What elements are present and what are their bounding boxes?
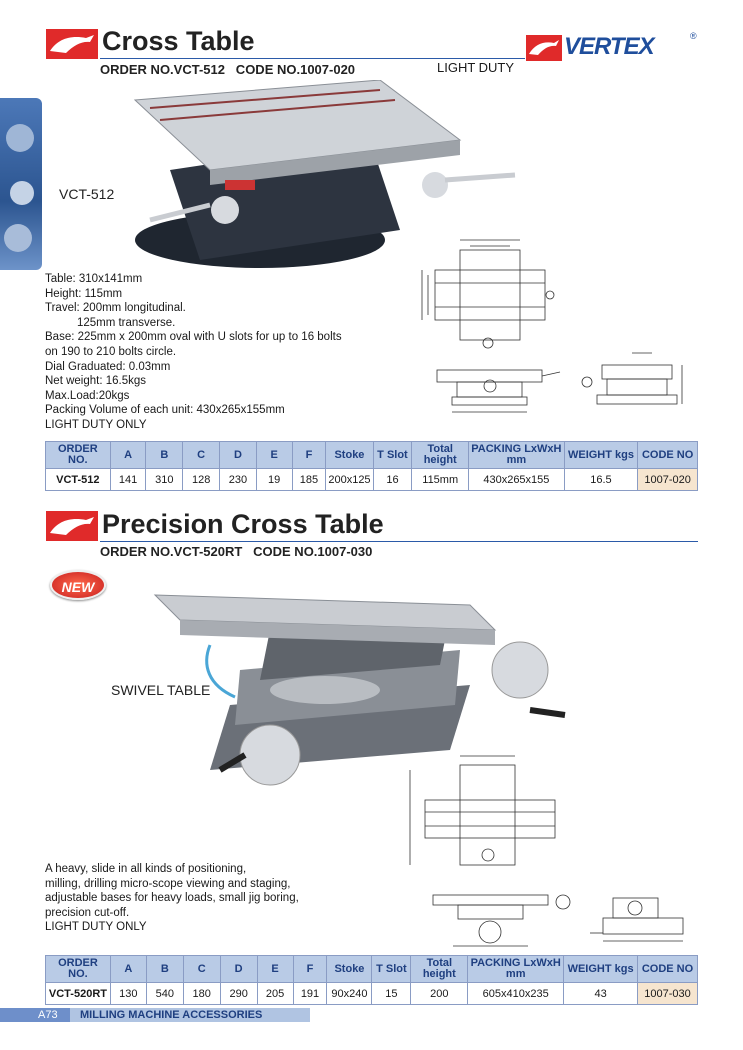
cell-stoke: 90x240 <box>327 983 372 1005</box>
section2-title: Precision Cross Table <box>102 509 384 539</box>
section1-duty-tag: LIGHT DUTY <box>437 60 515 75</box>
spec-line: A heavy, slide in all kinds of positioning, <box>45 863 247 875</box>
cell-total-height: 200 <box>411 983 468 1005</box>
table-header-row <box>46 442 698 469</box>
side-photo-strip <box>0 98 42 270</box>
th-e: E <box>256 442 292 469</box>
cell-packing: 605x410x235 <box>468 983 564 1005</box>
th-order-no: ORDER NO. <box>46 442 111 469</box>
registered-mark: ® <box>690 31 697 41</box>
cell-weight: 16.5 <box>564 469 638 491</box>
th-code-no: CODE NO <box>638 956 698 983</box>
new-badge: NEW <box>50 570 106 600</box>
th-packing: PACKING LxWxH mm <box>469 442 565 469</box>
th-f: F <box>292 442 326 469</box>
th-weight: WEIGHT kgs <box>564 956 638 983</box>
cell-c: 180 <box>183 983 220 1005</box>
th-weight: WEIGHT kgs <box>564 442 638 469</box>
swivel-table-label: SWIVEL TABLE <box>111 682 211 698</box>
spec-line: Table: 310x141mm <box>45 273 143 285</box>
section2-spec-table <box>45 955 698 1005</box>
spec-line: Base: 225mm x 200mm oval with U slots for up to 16 bolts <box>45 331 342 344</box>
cell-order-no: VCT-520RT <box>46 983 111 1005</box>
cell-f: 185 <box>292 469 326 491</box>
table-header-row <box>46 956 698 983</box>
cell-total-height: 115mm <box>412 469 469 491</box>
th-stoke: Stoke <box>326 442 373 469</box>
section2-specs <box>45 862 299 935</box>
spec-line: LIGHT DUTY ONLY <box>45 418 147 431</box>
cell-code-no: 1007-020 <box>638 469 698 491</box>
th-order-no: ORDER NO. <box>46 956 111 983</box>
spec-line: LIGHT DUTY ONLY <box>45 921 147 934</box>
th-packing: PACKING LxWxH mm <box>468 956 564 983</box>
brand-bird-logo-2 <box>46 511 98 541</box>
cross-table-drawing-front <box>432 362 562 417</box>
th-f: F <box>293 956 327 983</box>
spec-line: on 190 to 210 bolts circle. <box>45 345 177 358</box>
cell-a: 130 <box>110 983 146 1005</box>
spec-line: Height: 115mm <box>45 287 123 300</box>
spec-line: 125mm transverse. <box>45 316 176 329</box>
cell-packing: 430x265x155 <box>469 469 565 491</box>
cell-d: 290 <box>220 983 257 1005</box>
cell-code-no: 1007-030 <box>638 983 698 1005</box>
cell-f: 191 <box>293 983 327 1005</box>
th-total-height: Total height <box>411 956 468 983</box>
th-tslot: T Slot <box>372 956 411 983</box>
cell-b: 540 <box>146 983 183 1005</box>
spec-line: Packing Volume of each unit: 430x265x155mm <box>45 404 285 417</box>
th-d: D <box>220 442 257 469</box>
th-d: D <box>220 956 257 983</box>
footer-page-number: A73 <box>0 1008 70 1022</box>
th-total-height: Total height <box>412 442 469 469</box>
brand-bird-logo-1 <box>46 29 98 59</box>
cell-e: 205 <box>257 983 293 1005</box>
precision-table-drawing-side <box>588 893 693 948</box>
vertex-logo <box>526 33 696 61</box>
section2-title-rule <box>100 541 698 542</box>
spec-line: adjustable bases for heavy loads, small jig boring, <box>45 892 299 905</box>
section1-title: Cross Table <box>102 26 255 56</box>
th-stoke: Stoke <box>327 956 372 983</box>
table-row <box>46 983 698 1005</box>
th-b: B <box>146 956 183 983</box>
footer-category: MILLING MACHINE ACCESSORIES <box>80 1009 263 1021</box>
th-e: E <box>257 956 293 983</box>
section1-specs <box>45 272 342 433</box>
spec-line: Max.Load:20kgs <box>45 389 130 402</box>
spec-line: Net weight: 16.5kgs <box>45 375 147 388</box>
cell-a: 141 <box>110 469 146 491</box>
th-c: C <box>183 442 220 469</box>
precision-table-drawing-top <box>405 750 575 875</box>
th-b: B <box>146 442 183 469</box>
th-c: C <box>183 956 220 983</box>
cross-table-drawing-side <box>572 350 692 415</box>
section1-spec-table <box>45 441 698 491</box>
vertex-brand-text: VERTEX <box>564 33 654 60</box>
section1-order-line: ORDER NO.VCT-512 CODE NO.1007-020 <box>100 62 356 77</box>
cell-order-no: VCT-512 <box>46 469 111 491</box>
cell-weight: 43 <box>564 983 638 1005</box>
spec-line: Travel: 200mm longitudinal. <box>45 302 186 315</box>
th-code-no: CODE NO <box>638 442 698 469</box>
section1-model-label: VCT-512 <box>59 186 115 202</box>
table-row <box>46 469 698 491</box>
cell-d: 230 <box>220 469 257 491</box>
spec-line: milling, drilling micro-scope viewing and staging, <box>45 877 291 890</box>
section1-title-rule <box>100 58 525 59</box>
cell-tslot: 15 <box>372 983 411 1005</box>
cell-c: 128 <box>183 469 220 491</box>
th-tslot: T Slot <box>373 442 412 469</box>
cross-table-drawing-top <box>410 235 560 360</box>
spec-line: Dial Graduated: 0.03mm <box>45 360 171 373</box>
th-a: A <box>110 442 146 469</box>
cell-stoke: 200x125 <box>326 469 373 491</box>
section2-order-line: ORDER NO.VCT-520RT CODE NO.1007-030 <box>100 544 373 559</box>
th-a: A <box>110 956 146 983</box>
cell-b: 310 <box>146 469 183 491</box>
cell-tslot: 16 <box>373 469 412 491</box>
spec-line: precision cut-off. <box>45 906 130 919</box>
cell-e: 19 <box>256 469 292 491</box>
precision-table-drawing-front <box>428 890 578 950</box>
